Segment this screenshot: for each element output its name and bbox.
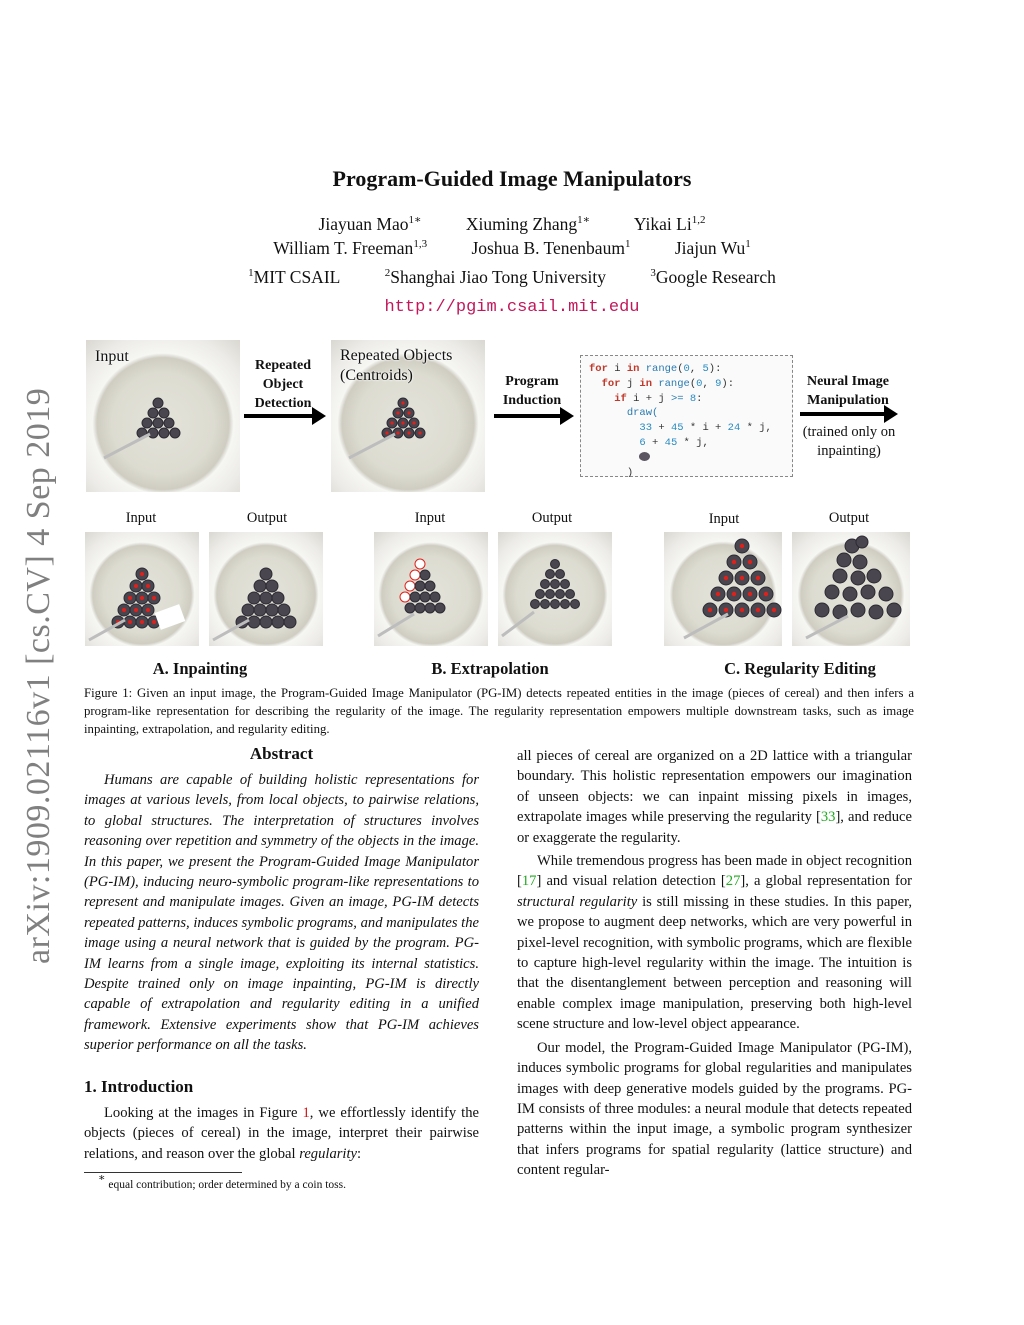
footnote-divider	[84, 1172, 242, 1173]
author-affiliation-mark: 1	[745, 238, 751, 250]
code-line: for j in range(0, 9):	[601, 377, 734, 390]
text-run: is still missing in these studies. In this paper, we propose to augment deep networks, which are very powerful in pixel-level recognition, with symbolic programs, which are flexible to capture high-level regularity within the image. The intuition is that the disentanglement between perception and reasoning will enable complex image manipulation, preserving both high-level scene structure and low-level object appearance.	[517, 893, 912, 1033]
inpainting-output-image	[209, 532, 323, 646]
code-line: )	[626, 466, 634, 479]
step-note	[794, 423, 904, 461]
author-line-1	[0, 214, 1024, 235]
task-label-extrapolation: B. Extrapolation	[431, 659, 549, 678]
panel-label-input: Input	[708, 511, 740, 527]
task-label-inpainting: A. Inpainting	[152, 659, 248, 678]
text-run: all pieces of cereal are organized on a 2D lattice with a triangular boundary. This holistic representation empowers our imagination of unseen objects: we can inpaint missing pixels in images, extrapolate images while preserving the regularity [	[517, 748, 912, 826]
text-run: ], and reduce or exaggerate the regularity.	[517, 809, 912, 846]
code-line: if i + j >= 8:	[614, 392, 703, 405]
intro-left-column	[84, 1103, 479, 1164]
extrapolation-input-image	[374, 532, 488, 646]
panel-label-output: Output	[246, 510, 288, 526]
extrapolation-output-image	[498, 532, 612, 646]
code-line: 6 + 45 * j,	[639, 436, 709, 449]
task-label-regularity-editing: C. Regularity Editing	[724, 659, 876, 678]
author-name: Yikai Li	[633, 214, 692, 234]
centroids-label-line: Repeated Objects	[340, 347, 453, 364]
affiliation: MIT CSAIL	[253, 267, 341, 287]
emphasis: regularity	[299, 1145, 358, 1162]
affiliations	[0, 267, 1024, 288]
centroid-plate-image	[331, 340, 485, 492]
emphasis: structural regularity	[517, 893, 638, 910]
author-name: Xiuming Zhang	[465, 214, 578, 234]
cereal-thumbnail-icon	[639, 452, 650, 461]
author-name: William T. Freeman	[273, 238, 414, 258]
text-run: Looking at the images in Figure	[104, 1105, 303, 1121]
right-paragraph-1	[517, 746, 912, 848]
footnote-mark: ∗	[98, 1172, 106, 1184]
author-affiliation-mark: 1	[624, 238, 631, 250]
panel-label-output: Output	[531, 510, 573, 526]
inpainting-input-image	[85, 532, 199, 646]
step-text: Manipulation	[807, 393, 889, 408]
step-text: Program	[505, 374, 559, 389]
abstract-heading: Abstract	[249, 744, 314, 763]
author-affiliation-mark: 1∗	[408, 214, 422, 226]
text-run: :	[357, 1145, 362, 1162]
cereal-inpaint-output-image	[209, 532, 323, 646]
centroids-label	[340, 346, 452, 386]
cereal-extrapolation-output-image	[498, 532, 612, 646]
program-code-box	[580, 355, 793, 477]
code-line: for i in range(0, 5):	[589, 363, 722, 375]
step-text: Neural Image	[806, 374, 890, 389]
code-line: 33 + 45 * i + 24 * j,	[639, 422, 772, 435]
abstract-paragraph: Humans are capable of building holistic representations for images at various levels, from local objects, to pairwise relations, to global structures. The interpretation of structures involves reasoning over repetition and symmetry of the objects in the image. In this paper, we present the Program-Guided Image Manipulator (PG-IM), inducing neuro-symbolic program-like representations to represent and manipulate images. Given an image, PG-IM detects repeated patterns, induces symbolic programs, and manipulates the image using a neural network that is guided by the program. PG-IM learns from a single image, exploiting its internal statistics. Despite trained only on image inpainting, PG-IM is directly capable of extrapolation and regularity editing in a unified framework. Extensive experiments show that PG-IM achieves superior performance on all the tasks.	[84, 772, 479, 1054]
regularity-input-image	[664, 532, 782, 646]
affiliation-mark: 1	[248, 267, 254, 279]
input-plate-image	[86, 340, 240, 492]
text-run: ], a global representation for	[740, 873, 913, 890]
affiliation-mark: 3	[650, 267, 656, 279]
author-name: Jiajun Wu	[674, 238, 746, 258]
step-text: Object	[262, 377, 304, 392]
footnote	[98, 1172, 346, 1191]
paper-title: Program-Guided Image Manipulators	[332, 166, 692, 191]
right-column	[517, 746, 912, 1181]
code-line	[589, 451, 792, 466]
arrow-right-icon	[244, 414, 314, 418]
author-line-2	[0, 238, 1024, 259]
step-program-induction	[492, 372, 572, 410]
panel-label-input: Input	[125, 510, 157, 526]
project-url-link[interactable]: http://pgim.csail.mit.edu	[384, 298, 640, 317]
panel-label-input: Input	[414, 510, 446, 526]
cereal-regularity-input-image	[664, 532, 782, 646]
arxiv-stamp: arXiv:1909.02116v1 [cs.CV] 4 Sep 2019	[20, 387, 57, 964]
cereal-extrapolation-input-image	[374, 532, 488, 646]
right-paragraph-3: Our model, the Program-Guided Image Manipulator (PG-IM), induces symbolic programs for global regularities and manipulates images with deep generative models guided by the programs. PG-IM consists of three modules: a neural module that detects repeated patterns within the input image, a symbolic program synthesizer that infers programs for spatial regularity (lattice structure) and content regular-	[517, 1039, 912, 1179]
figure-caption: Figure 1: Given an input image, the Program-Guided Image Manipulator (PG-IM) detects repeated entities in the image (pieces of cereal) and then infers a program-like representation for describing the regularity of the image. The regularity representation empowers multiple downstream tasks, such as image inpainting, extrapolation, and regularity editing.	[84, 686, 914, 737]
arrow-right-icon	[800, 412, 886, 416]
citation-link[interactable]: 33	[820, 809, 836, 826]
citation-link[interactable]: 27	[725, 873, 741, 890]
author-affiliation-mark: 1,2	[691, 214, 706, 226]
figure-ref-link[interactable]: 1	[302, 1105, 310, 1121]
affiliation: Shanghai Jiao Tong University	[390, 267, 606, 287]
affiliation-mark: 2	[384, 267, 391, 279]
footnote-text: equal contribution; order determined by a coin toss.	[108, 1179, 346, 1191]
text-run: , we effortlessly identify the objects (pieces of cereal) in the image, interpret their pairwise relations, and reason over the global	[84, 1105, 479, 1162]
step-text: Induction	[502, 393, 562, 408]
author-affiliation-mark: 1,3	[413, 238, 428, 250]
introduction-heading: 1. Introduction	[84, 1077, 194, 1096]
intro-paragraph	[84, 1103, 479, 1164]
author-affiliation-mark: 1∗	[577, 214, 591, 226]
panel-label-output: Output	[828, 510, 870, 526]
step-note-line: inpainting)	[817, 443, 881, 459]
cereal-inpaint-input-image	[85, 532, 199, 646]
cereal-regularity-output-image	[792, 532, 910, 646]
step-note-line: (trained only on	[802, 424, 896, 440]
step-object-detection	[244, 356, 322, 413]
text-run: ] and visual relation detection [	[536, 873, 726, 890]
right-paragraph-2	[517, 851, 912, 1035]
arrow-right-icon	[494, 414, 562, 418]
step-text: Detection	[254, 396, 312, 411]
abstract-body	[84, 770, 479, 1056]
code-line: draw(	[626, 407, 659, 420]
author-name: Joshua B. Tenenbaum	[471, 238, 625, 258]
top-input-label: Input	[95, 348, 129, 365]
text-run: While tremendous progress has been made in object recognition [	[517, 853, 912, 890]
affiliation: Google Research	[655, 267, 776, 287]
step-text: Repeated	[255, 358, 311, 373]
regularity-output-image	[792, 532, 910, 646]
citation-link[interactable]: 17	[521, 873, 537, 890]
author-name: Jiayuan Mao	[318, 214, 409, 234]
centroids-label-line: (Centroids)	[340, 367, 413, 384]
